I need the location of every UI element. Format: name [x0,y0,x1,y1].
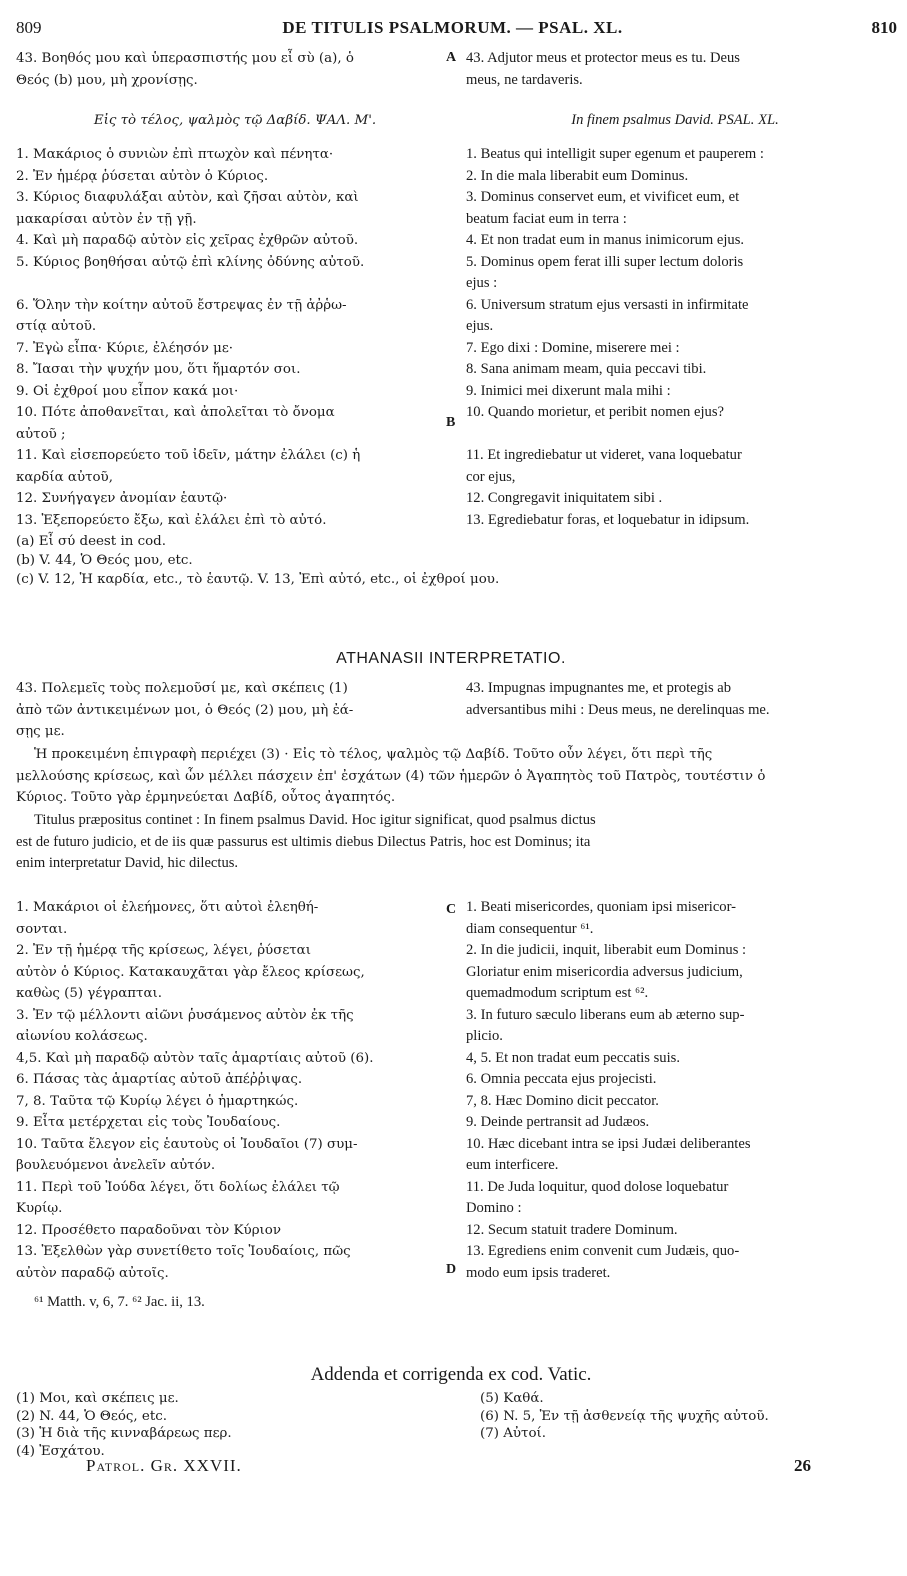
text-line: 4,5. Καὶ μὴ παραδῷ αὐτὸν ταῖς ἁμαρτίαις αὐτοῦ (6). [16,1050,374,1066]
title-text: Εἰς τὸ τέλος, ψαλμὸς τῷ Δαβίδ. ΨΑΛ. Μ'. [93,113,377,128]
text-line: Ἡ προκειμένη ἐπιγραφὴ περιέχει (3) · Εἰς τὸ τέλος, ψαλμὸς τῷ Δαβίδ. Τοῦτο οὖν λέγει, ὅτι περὶ τῆς [34,747,713,762]
running-title: DE TITULIS PSALMORUM. — PSAL. XL. [282,18,623,37]
text-line: Domino : [466,1200,522,1216]
text-line: 13. Egrediens enim convenit cum Judæis, quo- [466,1243,740,1259]
critical-notes [16,532,886,589]
margin-letter-a: A [446,50,457,65]
latin-psalm-title [466,110,884,132]
text-line: meus, ne tardaveris. [466,71,583,88]
text-line: Gloriatur enim misericordia adversus judicium, [466,963,743,980]
text-line: 2. Ἐν ἡμέρᾳ ῥύσεται αὐτὸν ὁ Κύριος. [16,168,269,184]
text-line: αὐτὸν ὁ Κύριος. Κατακαυχᾶται γὰρ ἔλεος κρίσεως, [16,964,365,980]
text-line: αἰωνίου κολάσεως. [16,1029,148,1044]
text-line: 11. Περὶ τοῦ Ἰούδα λέγει, ὅτι δολίως ἐλάλει τῷ [16,1179,340,1195]
text-line: beatum faciat eum in terra : [466,210,627,227]
addenda-line: (7) Αὐτοί. [480,1426,547,1441]
text-line: 13. Ἐξεπορεύετο ἔξω, καὶ ἐλάλει ἐπὶ τὸ αὐτό. [16,512,327,528]
text-line: 9. Inimici mei dixerunt mala mihi : [466,382,671,399]
note-line: (b) V. 44, Ὁ Θεός μου, etc. [16,553,193,568]
text-line: βουλευόμενοι ἀνελεῖν αὐτόν. [16,1158,216,1173]
text-line: 1. Beatus qui intelligit super egenum et pauperem : [466,146,764,162]
text-line: ἀπὸ τῶν ἀντικειμένων μοι, ὁ Θεός (2) μου, μὴ ἐά- [16,702,354,718]
text-line: enim interpretatur David, hic dilectus. [16,855,239,871]
addenda-line: (4) Ἐσχάτου. [16,1443,105,1459]
text-line: 3. In futuro sæculo liberans eum ab æterno sup- [466,1006,745,1023]
text-line: quemadmodum scriptum est ⁶². [466,985,649,1001]
text-line: 1. Μακάριοι οἱ ἐλεήμονες, ὅτι αὐτοὶ ἐλεηθή- [16,900,319,915]
text-line: 7, 8. Hæc Domino dicit peccator. [466,1092,659,1109]
text-line: 6. Ὅλην τὴν κοίτην αὐτοῦ ἔστρεψας ἐν τῇ ἀῤῥω- [16,297,347,313]
section-heading-athanasii [16,648,886,670]
text-line: μελλούσης κρίσεως, καὶ ὧν μέλλει πάσχειν ἐπ' ἐσχάτων (4) τῶν ἡμερῶν ὁ Ἀγαπητὸς τοῦ Πατρὸς, τουτέστιν ὁ [16,768,766,784]
text-line: ejus : [466,275,498,291]
text-line: 1. Μακάριος ὁ συνιὼν ἐπὶ πτωχὸν καὶ πένητα· [16,147,334,162]
text-line: 7. Ἐγὼ εἶπα· Κύριε, ἐλέησόν με· [16,340,234,356]
text-line: 2. In die judicii, inquit, liberabit eum Dominus : [466,942,747,958]
text-line: Titulus præpositus continet : In finem psalmus David. Hoc igitur significat, quod psalmus dictus [34,812,596,828]
text-line: 11. De Juda loquitur, quod dolose loquebatur [466,1178,729,1195]
text-line: 3. Ἐν τῷ μέλλοντι αἰῶνι ῥυσάμενος αὐτὸν ἐκ τῆς [16,1007,354,1023]
text-line: plicio. [466,1028,503,1044]
text-line: adversantibus mihi : Deus meus, ne derelinquas me. [466,701,770,718]
text-line: 11. Καὶ εἰσεπορεύετο τοῦ ἰδεῖν, μάτην ἐλάλει (c) ἡ [16,448,361,463]
text-line: 12. Congregavit iniquitatem sibi . [466,490,663,506]
text-line: 2. Ἐν τῇ ἡμέρᾳ τῆς κρίσεως, λέγει, ῥύσεται [16,943,311,958]
text-line: 43. Βοηθός μου καὶ ὑπερασπιστής μου εἶ σὺ (a), ὁ [16,51,354,66]
text-line: σονται. [16,921,68,937]
text-line: στίᾳ αὐτοῦ. [16,319,97,334]
scripture-footnotes [34,1292,472,1314]
latin-interpretation-43 [466,678,884,721]
right-page-number: 810 [871,18,897,37]
addenda-line: (6) N. 5, Ἐν τῇ ἀσθενείᾳ τῆς ψυχῆς αὐτοῦ. [480,1408,769,1424]
greek-verse-43 [16,48,457,91]
footer-source: Patrol. Gr. XXVII. [86,1456,242,1475]
latin-psalm-text [466,144,884,531]
text-line: καρδία αὐτοῦ, [16,469,113,485]
text-line: 43. Impugnas impugnantes me, et protegis ab [466,680,732,696]
margin-letter-b: B [446,415,456,430]
text-line: 1. Beati misericordes, quoniam ipsi misericor- [466,899,737,915]
section-heading-addenda [16,1364,886,1386]
text-line: 8. Sana animam meam, quia peccavi tibi. [466,361,707,377]
addenda-right [480,1390,898,1443]
addenda-line: (5) Καθά. [480,1391,544,1406]
text-line: modo eum ipsis traderet. [466,1264,611,1281]
text-line: 43. Adjutor meus et protector meus es tu. Deus [466,50,740,66]
greek-psalm-text [16,144,454,531]
text-line: diam consequentur ⁶¹. [466,920,594,937]
text-line: 7. Ego dixi : Domine, miserere mei : [466,339,680,356]
margin-letter-c: C [446,902,457,917]
title-text: In finem psalmus David. PSAL. XL. [571,112,779,128]
text-line: καθὼς (5) γέγραπται. [16,986,162,1001]
greek-interpretation-43 [16,678,454,743]
text-line: Θεός (b) μου, μὴ χρονίσῃς. [16,72,198,88]
text-line: 43. Πολεμεῖς τοὺς πολεμοῦσί με, καὶ σκέπεις (1) [16,681,348,696]
addenda-left [16,1390,454,1460]
footnote-line: ⁶¹ Matth. v, 6, 7. ⁶² Jac. ii, 13. [34,1294,205,1310]
text-line: eum interficere. [466,1157,559,1173]
addenda-line: (2) N. 44, Ὁ Θεός, etc. [16,1408,167,1424]
text-line: 6. Universum stratum ejus versasti in infirmitate [466,296,749,313]
text-line: 3. Κύριος διαφυλάξαι αὐτὸν, καὶ ζῆσαι αὐτὸν, καὶ [16,190,359,205]
text-line: 12. Συνήγαγεν ἀνομίαν ἑαυτῷ· [16,491,228,506]
heading-text: Addenda et corrigenda ex cod. Vatic. [310,1364,592,1385]
text-line: Κυρίῳ. [16,1201,63,1216]
left-page-number: 809 [16,18,42,37]
addenda-line: (3) Ἡ διὰ τῆς κινναβάρεως περ. [16,1426,232,1441]
latin-commentary [466,897,884,1284]
running-header [8,18,897,44]
text-line: 3. Dominus conservet eum, et vivificet eum, et [466,189,740,205]
text-line: 9. Οἱ ἐχθροί μου εἶπον κακά μοι· [16,383,239,399]
text-line: σῃς με. [16,724,65,739]
note-line: (c) V. 12, Ἡ καρδία, etc., τὸ ἑαυτῷ. V. 13, Ἐπὶ αὐτό, etc., οἱ ἐχθροί μου. [16,572,500,587]
text-line: 7, 8. Ταῦτα τῷ Κυρίῳ λέγει ὁ ἡμαρτηκώς. [16,1093,299,1109]
text-line: μακαρίσαι αὐτὸν ἐν τῇ γῇ. [16,211,197,227]
greek-psalm-title [16,110,454,132]
text-line: 12. Προσέθετο παραδοῦναι τὸν Κύριον [16,1222,282,1238]
heading-text: ATHANASII INTERPRETATIO. [336,650,566,667]
text-line: 10. Hæc dicebant intra se ipsi Judæi deliberantes [466,1135,751,1152]
text-line: Κύριος. Τοῦτο γὰρ ἑρμηνεύεται Δαβίδ, οὗτος ἀγαπητός. [16,790,396,805]
latin-verse-43 [466,48,884,91]
text-line: 6. Πάσας τὰς ἁμαρτίας αὐτοῦ ἀπέῤῥιψας. [16,1072,303,1087]
text-line: 13. Egrediebatur foras, et loquebatur in idipsum. [466,511,750,528]
text-line: 5. Dominus opem ferat illi super lectum doloris [466,253,744,270]
text-line: est de futuro judicio, et de iis quæ passurus est ultimis diebus Dilectus Patris, hoc est Dominus; ita [16,833,591,850]
note-line: (a) Εἶ σύ deest in cod. [16,534,166,549]
addenda-line: (1) Μοι, καὶ σκέπεις με. [16,1391,179,1406]
greek-title-commentary [16,744,886,809]
text-line [16,273,454,295]
text-line: ejus. [466,318,494,334]
text-line: 5. Κύριος βοηθήσαι αὐτῷ ἐπὶ κλίνης ὀδύνης αὐτοῦ. [16,254,365,270]
text-line: αὐτοῦ ; [16,426,66,442]
greek-commentary [16,897,457,1284]
text-line: 4. Καὶ μὴ παραδῷ αὐτὸν εἰς χεῖρας ἐχθρῶν αὐτοῦ. [16,233,359,248]
footer-signature: 26 [794,1456,811,1475]
text-line [466,424,884,446]
text-line: 12. Secum statuit tradere Dominum. [466,1221,678,1238]
text-line: 9. Deinde pertransit ad Judæos. [466,1114,650,1130]
text-line: 4, 5. Et non tradat eum peccatis suis. [466,1049,680,1066]
text-line: 6. Omnia peccata ejus projecisti. [466,1071,657,1087]
text-line: 10. Quando morietur, et peribit nomen ejus? [466,404,724,420]
latin-title-commentary [16,810,886,875]
text-line: cor ejus, [466,468,516,485]
text-line: 10. Πότε ἀποθανεῖται, καὶ ἀπολεῖται τὸ ὄνομα [16,405,335,420]
text-line: 4. Et non tradat eum in manus inimicorum ejus. [466,232,745,248]
text-line: 9. Εἶτα μετέρχεται εἰς τοὺς Ἰουδαίους. [16,1115,281,1130]
text-line: 8. Ἴασαι τὴν ψυχήν μου, ὅτι ἥμαρτόν σοι. [16,362,301,377]
text-line: αὐτὸν παραδῷ αὐτοῖς. [16,1265,169,1281]
text-line: 13. Ἐξελθὼν γὰρ συνετίθετο τοῖς Ἰουδαίοις, πῶς [16,1244,351,1259]
text-line: 11. Et ingrediebatur ut videret, vana loquebatur [466,447,742,463]
text-line: 2. In die mala liberabit eum Dominus. [466,167,689,184]
margin-letter-d: D [446,1262,457,1277]
text-line: 10. Ταῦτα ἔλεγον εἰς ἑαυτοὺς οἱ Ἰουδαῖοι (7) συμ- [16,1136,358,1152]
